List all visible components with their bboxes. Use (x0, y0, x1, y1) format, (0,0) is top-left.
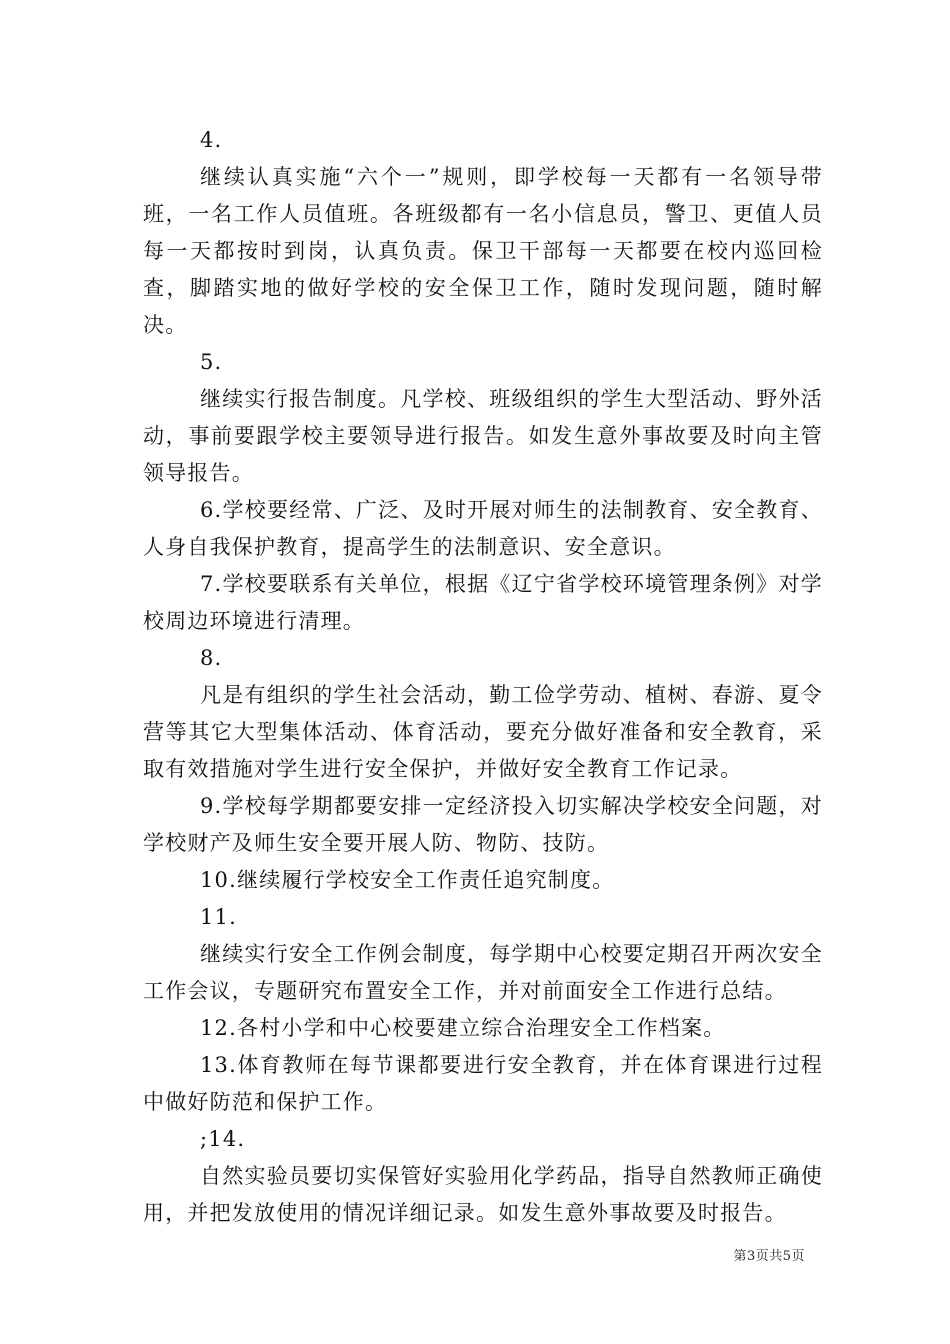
paragraph-safety-meetings: 继续实行安全工作例会制度，每学期中心校要定期召开两次安全工作会议，专题研究布置安全工作，并对前面安全工作进行总结。 (143, 942, 823, 1003)
paragraph-item-7: 7.学校要联系有关单位，根据《辽宁省学校环境管理条例》对学校周边环境进行清理。 (143, 572, 823, 633)
paragraph-item-12: 12.各村小学和中心校要建立综合治理安全工作档案。 (200, 1016, 726, 1040)
paragraph-lab-chemicals: 自然实验员要切实保管好实验用化学药品，指导自然教师正确使用，并把发放使用的情况详细记录。如发生意外事故要及时报告。 (143, 1164, 823, 1225)
item-number-8: 8. (200, 646, 223, 670)
page-number-footer: 第3页共5页 (733, 1249, 805, 1264)
paragraph-duty-rules: 继续认真实施“六个一”规则，即学校每一天都有一名领导带班，一名工作人员值班。各班级都有一名小信息员，警卫、更值人员每一天都按时到岗，认真负责。保卫干部每一天都要在校内巡回检查，脚踏实地的做好学校的安全保卫工作，随时发现问题，随时解决。 (143, 165, 823, 337)
paragraph-item-6: 6.学校要经常、广泛、及时开展对师生的法制教育、安全教育、人身自我保护教育，提高学生的法制意识、安全意识。 (143, 498, 823, 559)
paragraph-item-9: 9.学校每学期都要安排一定经济投入切实解决学校安全问题，对学校财产及师生安全要开展人防、物防、技防。 (143, 794, 823, 855)
item-number-11: 11. (200, 905, 237, 929)
item-number-14: ;14. (200, 1127, 246, 1151)
paragraph-reporting-system: 继续实行报告制度。凡学校、班级组织的学生大型活动、野外活动，事前要跟学校主要领导进行报告。如发生意外事故要及时向主管领导报告。 (143, 387, 823, 485)
item-number-5: 5. (200, 350, 223, 374)
paragraph-item-13: 13.体育教师在每节课都要进行安全教育，并在体育课进行过程中做好防范和保护工作。 (143, 1053, 823, 1114)
document-body (143, 122, 823, 1232)
paragraph-item-10: 10.继续履行学校安全工作责任追究制度。 (200, 868, 615, 892)
paragraph-group-activities: 凡是有组织的学生社会活动，勤工俭学劳动、植树、春游、夏令营等其它大型集体活动、体育活动，要充分做好准备和安全教育，采取有效措施对学生进行安全保护，并做好安全教育工作记录。 (143, 683, 823, 781)
item-number-4: 4. (200, 128, 223, 152)
